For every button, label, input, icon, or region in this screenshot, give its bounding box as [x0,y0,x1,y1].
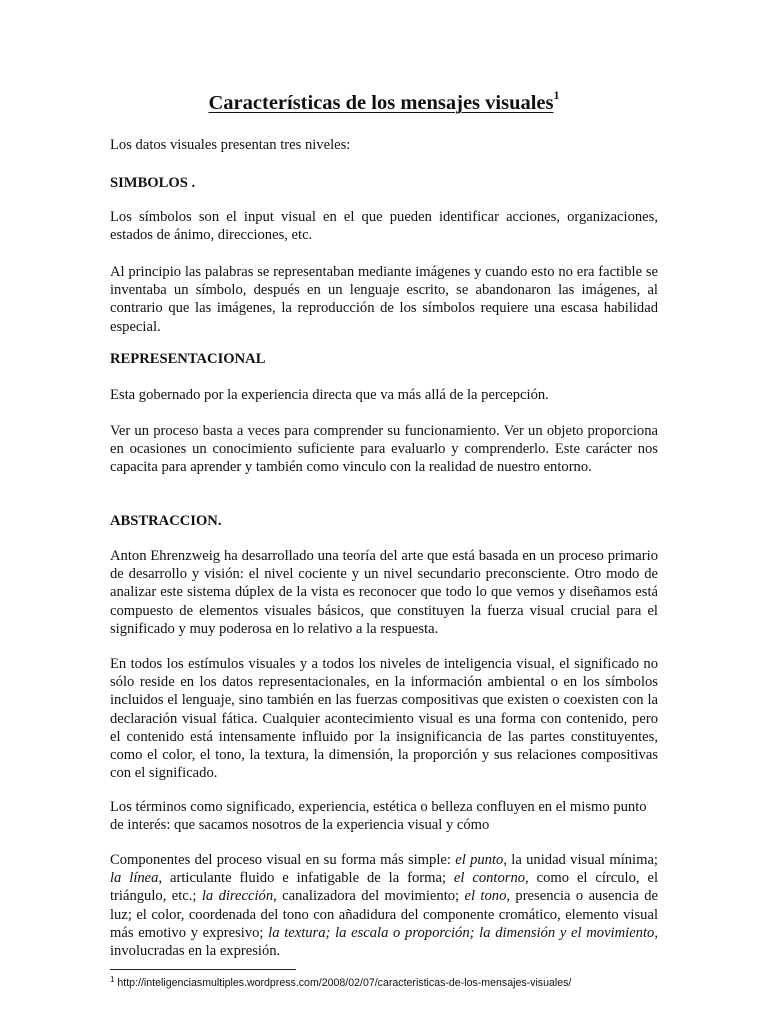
components-text-4: como el círculo, el triángulo, etc.; [110,870,658,905]
components-text-6: presencia o ausencia de luz; el color, coordenada del tono con añadidura del componente cromático, elemento visual más emotivo y expresivo; [110,888,658,941]
components-term-direccion: la dirección [201,888,274,905]
footnote-separator [110,969,296,970]
representacional-paragraph-1: Esta gobernado por la experiencia directa que va más allá de la percepción. [110,387,549,403]
intro-paragraph: Los datos visuales presentan tres niveles: [110,137,351,153]
page-title-text: Características de los mensajes visuales [208,92,554,114]
heading-representacional: REPRESENTACIONAL [110,351,266,367]
heading-abstraccion: ABSTRACCION. [110,513,222,529]
components-text-1: Componentes del proceso visual en su forma más simple: [110,852,456,868]
footnote-mark: 1 [110,975,115,984]
abstraccion-paragraph-3: Los términos como significado, experiencia, estética o belleza confluyen en el mismo punto de interés: que sacamos nosotros de la experiencia visual y cómo [110,799,647,834]
components-term-tono: el tono, [464,888,511,905]
simbolos-paragraph-2: Al principio las palabras se representaban mediante imágenes y cuando esto no era factible se inventaba un símbolo, después en un lenguaje escrito, se abandonaron las imágenes, al contrario que las imágenes, la reproducción de los símbolos requiere una escasa habilidad especial. [110,264,658,335]
components-term-linea: la línea [110,870,159,887]
simbolos-paragraph-1: Los símbolos son el input visual en el que pueden identificar acciones, organizaciones, estados de ánimo, direcciones, etc. [110,209,658,244]
page-title [110,90,658,116]
heading-simbolos: SIMBOLOS . [110,175,196,191]
components-term-textura: la textura; la escala o proporción; la dimensión y el movimiento [268,924,655,941]
components-text-2: , la unidad visual mínima; [503,852,658,868]
components-text-7: , involucradas en la expresión. [110,924,658,960]
components-term-punto: el punto [455,852,504,868]
components-term-contorno: el contorno, [453,870,529,887]
components-text-3: , articulante fluido e infatigable de la forma; [158,870,454,887]
components-paragraph [110,851,658,960]
abstraccion-paragraph-1: Anton Ehrenzweig ha desarrollado una teoría del arte que está basada en un proceso primario de desarrollo y visión: el nivel cociente y un nivel secundario preconsciente. Otro modo de analizar este sistema dúplex de la vista es reconocer que todo lo que vemos y diseñamos está compuesto de elementos visuales básicos, que constituyen la fuerza visual crucial para el significado y muy poderosa en lo relativo a la respuesta. [110,548,658,637]
footnote [110,976,571,990]
components-text-5: , canalizadora del movimiento; [273,888,465,905]
abstraccion-paragraph-2: En todos los estímulos visuales y a todos los niveles de inteligencia visual, el significado no sólo reside en los datos representacionales, en la información ambiental o en los símbolos incluidos el lenguaje, sino también en las fuerzas compositivas que existen o coexisten con la declaración visual fática. Cualquier acontecimiento visual es una forma con contenido, pero el contenido está intensamente influido por la insignificancia de las partes constituyentes, como el color, el tono, la textura, la dimensión, la proporción y sus relaciones compositivas con el significado. [110,656,658,782]
footnote-link[interactable]: http://inteligenciasmultiples.wordpress.com/2008/02/07/caracteristicas-de-los-mensajes-visuales/ [117,977,572,989]
representacional-paragraph-2: Ver un proceso basta a veces para comprender su funcionamiento. Ver un objeto proporciona en ocasiones un conocimiento suficiente para evaluarlo y comprenderlo. Este carácter nos capacita para aprender y también como vinculo con la realidad de nuestro entorno. [110,423,658,476]
title-footnote-mark[interactable]: 1 [553,88,560,102]
